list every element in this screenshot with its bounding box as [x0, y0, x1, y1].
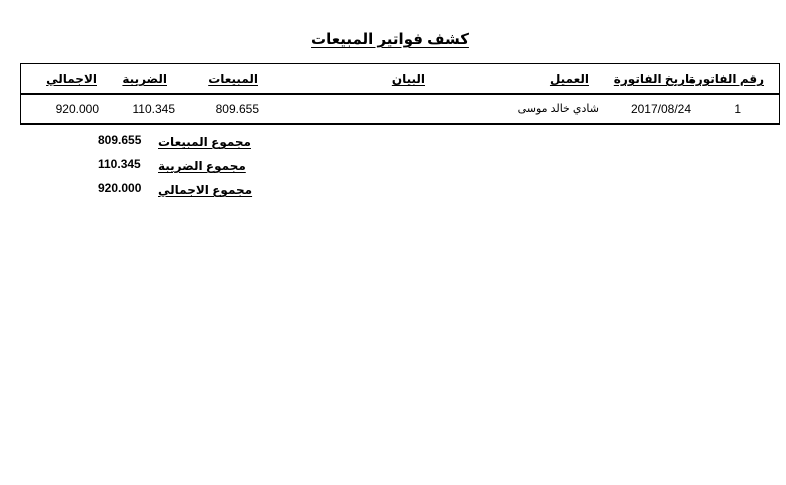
report-title: كشف فواتير المبيعات: [311, 31, 469, 48]
cell-total: 920.000: [55, 102, 99, 116]
cell-sales: 809.655: [215, 102, 259, 116]
header-description: البيان: [391, 72, 425, 86]
cell-customer: شادي خالد موسى: [517, 103, 599, 115]
header-customer: العميل: [549, 72, 589, 86]
summary-sales-label: مجموع المبيعات: [158, 135, 251, 149]
summary-tax-label: مجموع الضريبة: [158, 159, 246, 173]
summary-total-label: مجموع الاجمالي: [158, 183, 253, 197]
header-divider: [21, 93, 779, 95]
cell-tax: 110.345: [132, 102, 175, 116]
summary-tax-value: 110.345: [98, 157, 141, 171]
header-invoice-no: رقم الفاتورة: [688, 72, 764, 86]
summary-total-value: 920.000: [98, 181, 142, 195]
summary-sales-value: 809.655: [98, 133, 142, 147]
cell-invoice-no: 1: [734, 102, 741, 116]
cell-invoice-date: 2017/08/24: [630, 102, 691, 116]
invoices-table: [20, 63, 780, 125]
header-total: الاجمالي: [46, 72, 97, 86]
header-invoice-date: تاريخ الفاتورة: [613, 72, 694, 86]
header-tax: الضريبة: [122, 72, 167, 86]
header-sales: المبيعات: [208, 72, 258, 86]
